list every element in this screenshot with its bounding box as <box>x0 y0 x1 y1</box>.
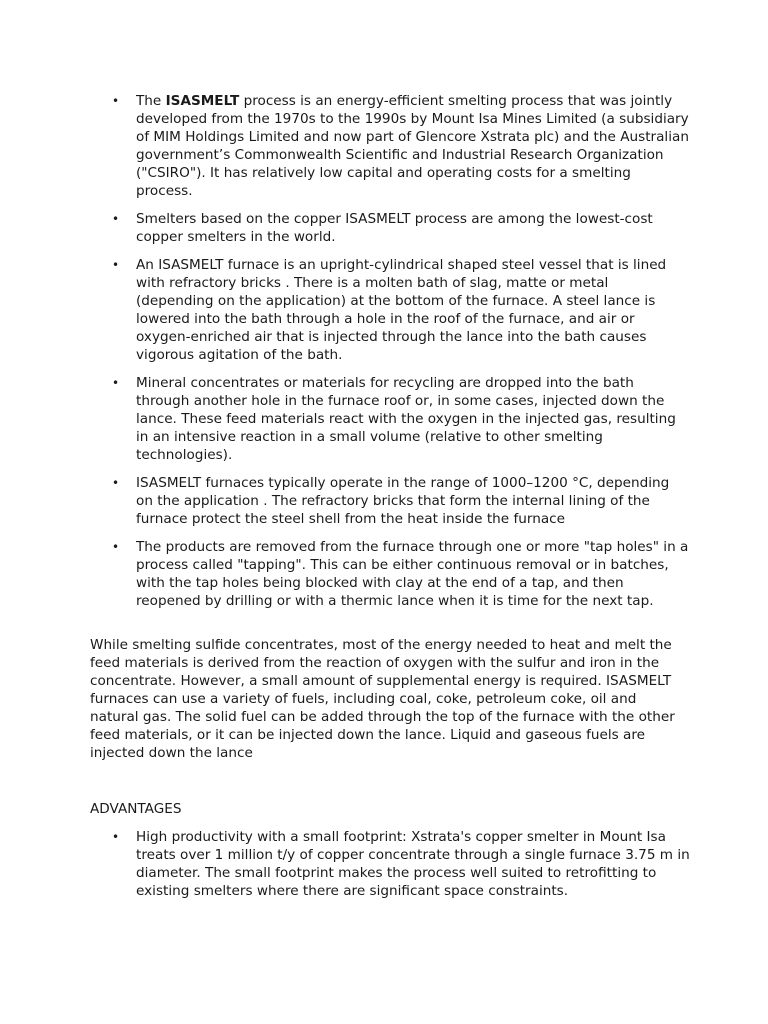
bullet-icon: • <box>112 94 120 108</box>
bullet-text: The products are removed from the furnace through one or more "tap holes" in a process called "tapping". This can be either continuous removal or in batches, with the tap holes being blocked with clay at the end of a tap, and then reopened by drilling or with a thermic lance when it is time for the next tap. <box>136 539 689 609</box>
bullet-icon: • <box>112 476 120 490</box>
list-item <box>90 92 690 200</box>
bullet-text: process is an energy-efficient smelting process that was jointly developed from the 1970s to the 1990s by Mount Isa Mines Limited (a subsidiary of MIM Holdings Limited and now part of Glencore Xstrata plc) and the Australian government’s Commonwealth Scientific and Industrial Research Organization ("CSIRO"). It has relatively low capital and operating costs for a smelting process. <box>136 93 689 199</box>
bullet-text: Mineral concentrates or materials for recycling are dropped into the bath through another hole in the furnace roof or, in some cases, injected down the lance. These feed materials react with the oxygen in the injected gas, resulting in an intensive reaction in a small volume (relative to other smelting technologies). <box>136 375 676 463</box>
advantages-bullet-list <box>90 828 690 910</box>
list-item <box>90 256 690 364</box>
bullet-text: ISASMELT furnaces typically operate in the range of 1000–1200 °C, depending on the application . The refractory bricks that form the internal lining of the furnace protect the steel shell from the heat inside the furnace <box>136 475 670 527</box>
process-bullet-list <box>90 92 690 620</box>
isasmelt-bold-term: ISASMELT <box>165 93 240 109</box>
advantages-heading: ADVANTAGES <box>90 801 182 817</box>
list-item <box>90 474 690 528</box>
bullet-icon: • <box>112 540 120 554</box>
bullet-icon: • <box>112 212 120 226</box>
body-paragraph: While smelting sulfide concentrates, most of the energy needed to heat and melt the feed materials is derived from the reaction of oxygen with the sulfur and iron in the concentrate. However, a small amount of supplemental energy is required. ISASMELT furnaces can use a variety of fuels, including coal, coke, petroleum coke, oil and natural gas. The solid fuel can be added through the top of the furnace with the other feed materials, or it can be injected down the lance. Liquid and gaseous fuels are injected down the lance <box>90 637 675 761</box>
bullet-text: An ISASMELT furnace is an upright-cylindrical shaped steel vessel that is lined with refractory bricks . There is a molten bath of slag, matte or metal (depending on the application) at the bottom of the furnace. A steel lance is lowered into the bath through a hole in the roof of the furnace, and air or oxygen-enriched air that is injected through the lance into the bath causes vigorous agitation of the bath. <box>136 257 667 363</box>
bullet-icon: • <box>112 376 120 390</box>
bullet-icon: • <box>112 830 120 844</box>
bullet-text: High productivity with a small footprint: Xstrata's copper smelter in Mount Isa treats over 1 million t/y of copper concentrate through a single furnace 3.75 m in diameter. The small footprint makes the process well suited to retrofitting to existing smelters where there are significant space constraints. <box>136 829 690 899</box>
list-item <box>90 828 690 900</box>
bullet-text-prefix: The <box>136 93 166 109</box>
bullet-icon: • <box>112 258 120 272</box>
list-item <box>90 210 690 246</box>
list-item <box>90 374 690 464</box>
bullet-text: Smelters based on the copper ISASMELT process are among the lowest-cost copper smelters in the world. <box>136 211 653 245</box>
list-item <box>90 538 690 610</box>
